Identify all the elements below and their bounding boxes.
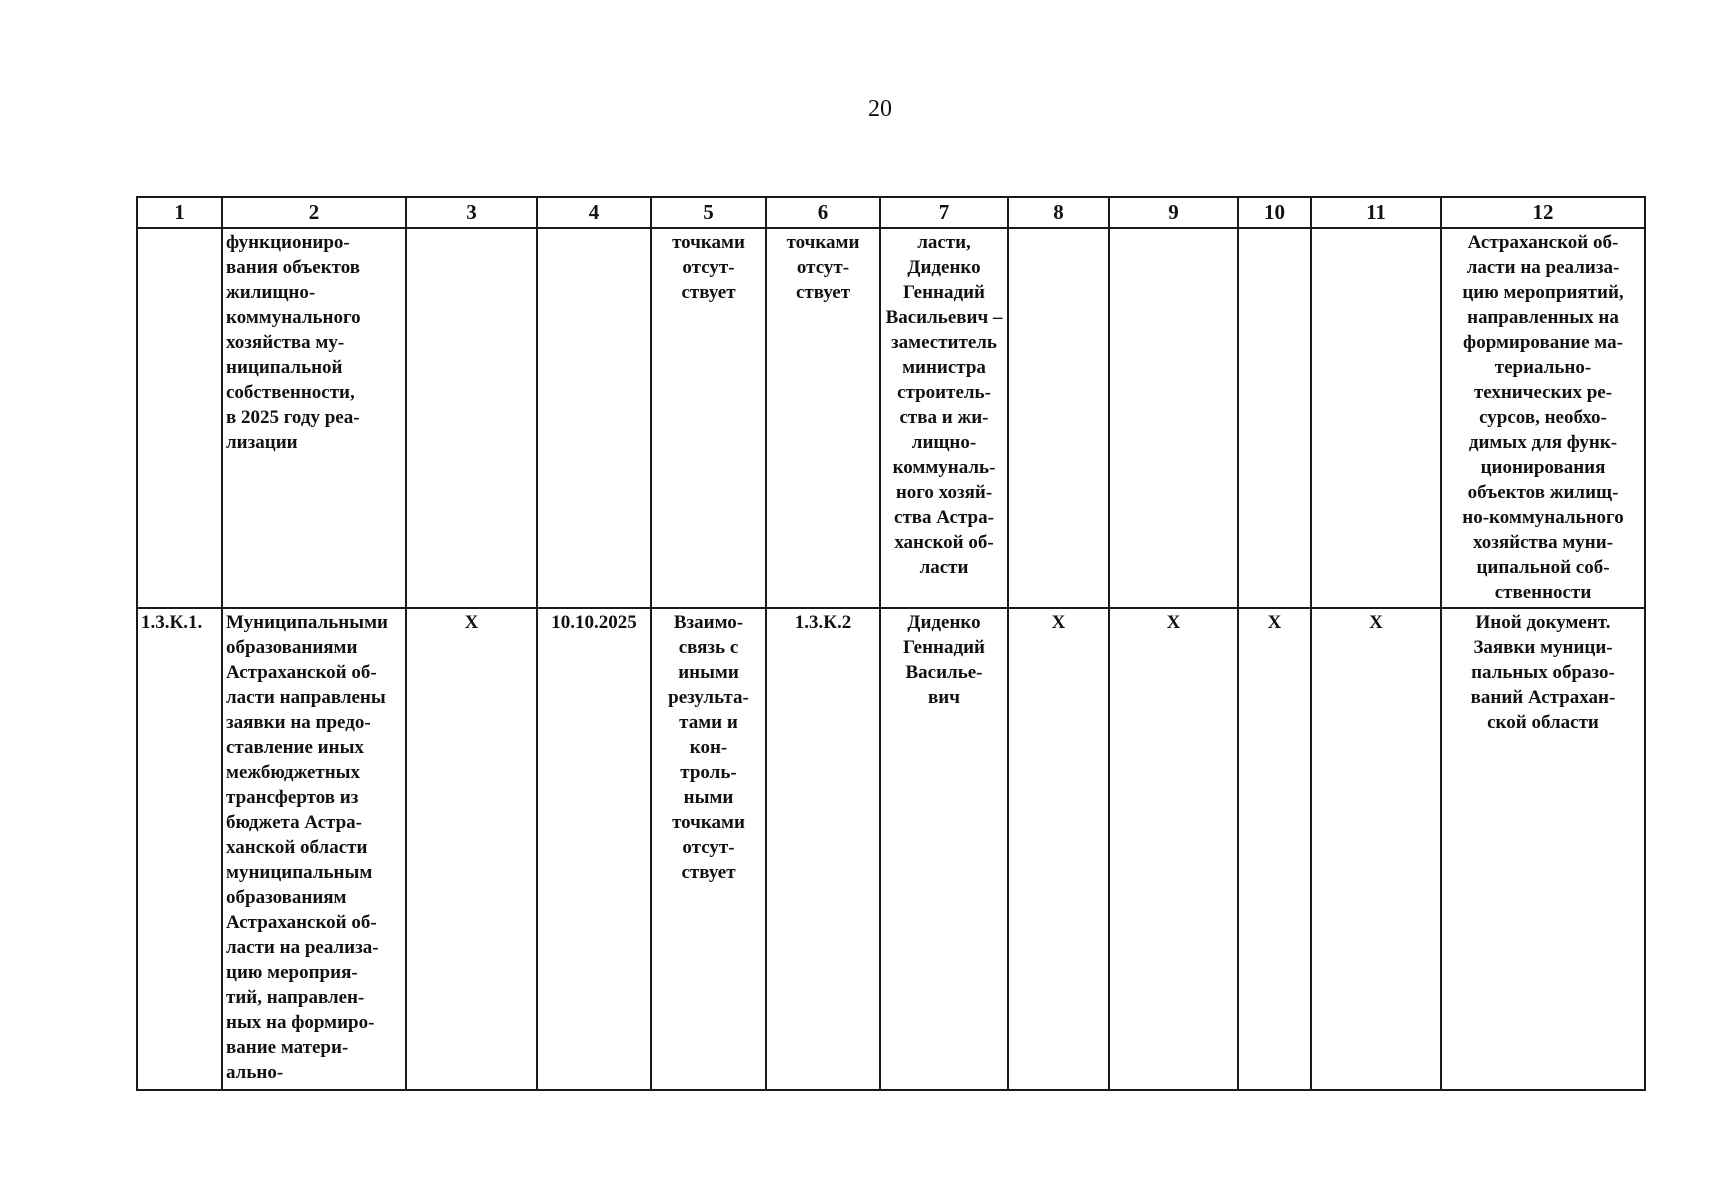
table-cell-document: Астраханской об- ласти на реализа- цию мероприятий, направленных на формирование ма- териально- технических ре- сурсов, необхо- димых для функ- ционирования объектов жилищ- но-коммунального хозяйства муни- ципальной соб- ственности [1441,228,1645,608]
column-number: 9 [1109,197,1238,228]
table-cell-relations: точками отсут- ствует [766,228,880,608]
column-number: 5 [651,197,766,228]
table-cell [1311,228,1441,608]
continuation-row [137,228,1645,608]
document-table [136,196,1646,1091]
table-cell-mark: Х [1238,608,1311,1090]
table-cell-reference: 1.3.К.2 [766,608,880,1090]
table-cell [1109,228,1238,608]
table-cell-responsible: Диденко Геннадий Василье- вич [880,608,1008,1090]
table-cell-mark: Х [1109,608,1238,1090]
table-cell-relations: Взаимо- связь с иными результа- тами и кон- троль- ными точками отсут- ствует [651,608,766,1090]
column-number: 2 [222,197,406,228]
table-cell-description: Муниципальными образованиями Астраханской об- ласти направлены заявки на предо- ставление иных межбюджетных трансфертов из бюджета Астра- ханской области муниципальным образованиям Астраханской об- ласти на реализа- цию мероприя- тий, направлен- ных на формиро- вание матери- ально- [222,608,406,1090]
table-cell-mark: Х [1008,608,1109,1090]
column-number: 12 [1441,197,1645,228]
table-cell-responsible: ласти, Диденко Геннадий Васильевич – заместитель министра строитель- ства и жи- лищно- коммуналь- ного хозяй- ства Астра- ханской об- ласти [880,228,1008,608]
table-cell-index: 1.3.К.1. [137,608,222,1090]
table-cell-relations: точками отсут- ствует [651,228,766,608]
table-cell [1008,228,1109,608]
table-cell-mark: Х [1311,608,1441,1090]
column-number: 3 [406,197,537,228]
column-number: 6 [766,197,880,228]
table-cell-date: 10.10.2025 [537,608,651,1090]
column-number: 7 [880,197,1008,228]
column-number: 8 [1008,197,1109,228]
table-cell-document: Иной документ. Заявки муници- пальных образо- ваний Астрахан- ской области [1441,608,1645,1090]
table-row [137,608,1645,1090]
column-number-row [137,197,1645,228]
column-number: 11 [1311,197,1441,228]
table-cell [1238,228,1311,608]
column-number: 4 [537,197,651,228]
column-number: 1 [137,197,222,228]
table-cell-description: функциониро- вания объектов жилищно- коммунального хозяйства му- ниципальной собственности, в 2025 году реа- лизации [222,228,406,608]
page-number: 20 [868,96,892,122]
column-number: 10 [1238,197,1311,228]
table-cell [406,228,537,608]
table-cell-mark: Х [406,608,537,1090]
table-cell [537,228,651,608]
table-cell [137,228,222,608]
